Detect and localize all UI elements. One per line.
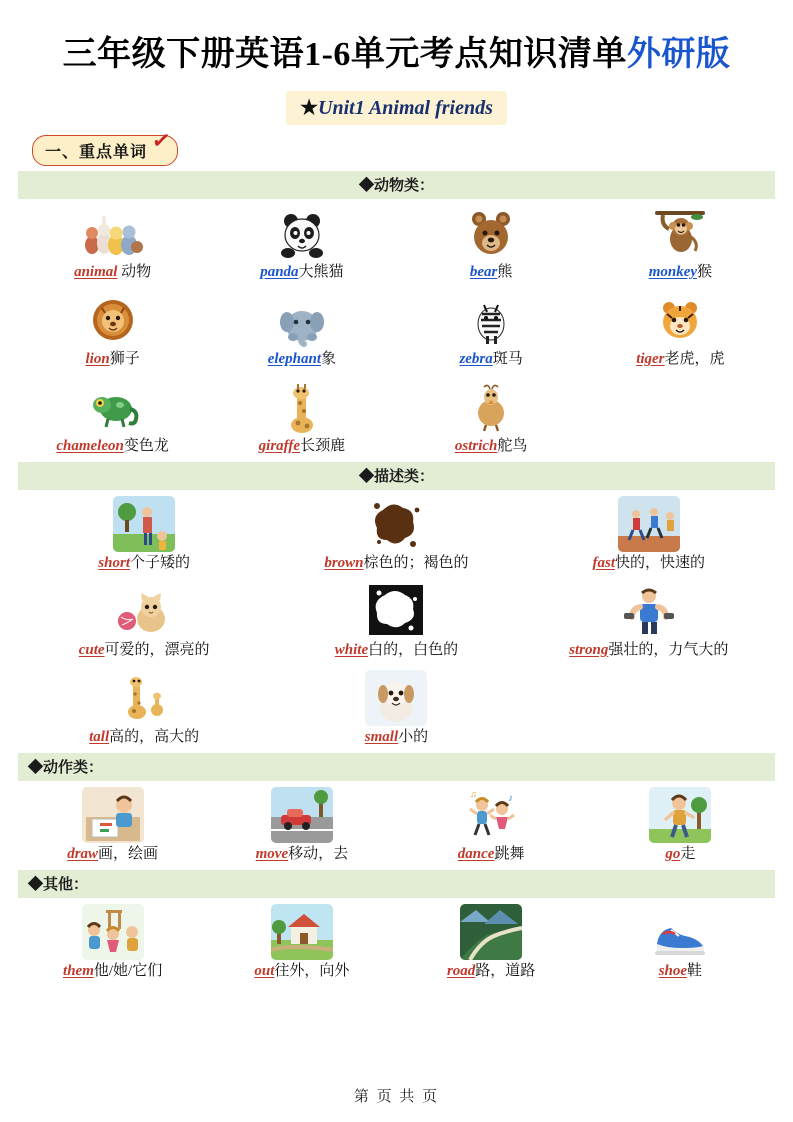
- word-text: [260, 263, 343, 282]
- word-cn: 小的: [398, 729, 429, 745]
- word-cn: 他/她/它们: [93, 963, 163, 979]
- word-cell: [586, 902, 775, 981]
- word-cell: [586, 203, 775, 282]
- children-group-icon: [82, 904, 144, 960]
- word-text: [86, 350, 140, 369]
- word-cell: [397, 290, 586, 369]
- giraffe-icon: [271, 379, 333, 435]
- animals-grid: [18, 203, 775, 456]
- elephant-icon: [271, 292, 333, 348]
- word-text: [455, 437, 528, 456]
- lion-icon: [82, 292, 144, 348]
- strong-man-icon: [618, 583, 680, 639]
- section-label-wrap: [32, 126, 775, 165]
- word-en: fast: [592, 555, 615, 571]
- word-en: giraffe: [258, 438, 301, 454]
- car-road-icon: [271, 787, 333, 843]
- word-cn: 长颈鹿: [300, 438, 346, 454]
- word-cell: [397, 902, 586, 981]
- word-en: them: [63, 963, 94, 979]
- page-title: [18, 0, 775, 75]
- word-cn: 可爱的，漂亮的: [104, 642, 210, 658]
- band-describe: [18, 462, 775, 490]
- mountain-road-icon: [460, 904, 522, 960]
- word-en: animal: [74, 264, 118, 280]
- band-actions: [18, 753, 775, 781]
- word-en: strong: [569, 642, 609, 658]
- word-cn: 动物: [117, 264, 152, 280]
- word-text: [254, 962, 349, 981]
- drawing-child-icon: [82, 787, 144, 843]
- word-en: cute: [78, 642, 105, 658]
- word-en: go: [665, 846, 681, 862]
- word-en: small: [364, 729, 399, 745]
- word-text: [665, 845, 695, 864]
- word-cn: 走: [680, 846, 696, 862]
- tiger-icon: [649, 292, 711, 348]
- word-en: lion: [85, 351, 110, 367]
- word-cn: 白的，白色的: [368, 642, 459, 658]
- word-en: tall: [89, 729, 110, 745]
- word-en: bear: [469, 264, 498, 280]
- word-en: white: [334, 642, 369, 658]
- describe-grid: [18, 494, 775, 747]
- svg-text:♪: ♪: [508, 793, 514, 804]
- word-cell-empty: [523, 668, 775, 747]
- word-en: out: [254, 963, 275, 979]
- others-grid: [18, 902, 775, 981]
- word-cn: 变色龙: [123, 438, 169, 454]
- word-text: [592, 554, 705, 573]
- word-cn: 狮子: [109, 351, 140, 367]
- word-text: [569, 641, 728, 660]
- word-text: [56, 437, 169, 456]
- word-cell: [270, 494, 522, 573]
- running-icon: [618, 496, 680, 552]
- word-cn: 强壮的，力气大的: [608, 642, 729, 658]
- word-text: [324, 554, 468, 573]
- dancing-kids-icon: [460, 787, 522, 843]
- word-cell: [207, 785, 396, 864]
- word-cell: [18, 902, 207, 981]
- word-cell: [18, 494, 270, 573]
- word-en: panda: [260, 264, 299, 280]
- word-text: [636, 350, 724, 369]
- word-cell: [523, 494, 775, 573]
- section-label: [32, 126, 178, 166]
- chameleon-icon: [82, 379, 144, 435]
- word-cell: [207, 290, 396, 369]
- word-text: [79, 641, 210, 660]
- word-cn: 移动，去: [288, 846, 349, 862]
- word-cn: 快的，快速的: [614, 555, 705, 571]
- word-en: elephant: [267, 351, 322, 367]
- word-cn: 跳舞: [494, 846, 525, 862]
- walking-child-icon: [649, 787, 711, 843]
- check-icon: ✓: [150, 126, 173, 155]
- word-text: [649, 263, 712, 282]
- word-cn: 斑马: [492, 351, 523, 367]
- word-cn: 高的，高大的: [109, 729, 200, 745]
- word-cell: [18, 377, 207, 456]
- word-cn: 路，道路: [475, 963, 536, 979]
- word-cell: [18, 668, 270, 747]
- band-actions-text: ◆动作类：: [28, 760, 104, 776]
- word-text: [98, 554, 190, 573]
- puppy-icon: [365, 670, 427, 726]
- word-cell: [397, 377, 586, 456]
- word-en: dance: [457, 846, 495, 862]
- house-outside-icon: [271, 904, 333, 960]
- section-label-text: 一、重点单词: [45, 144, 148, 161]
- word-en: ostrich: [454, 438, 498, 454]
- band-animals: [18, 171, 775, 199]
- word-en: shoe: [658, 963, 688, 979]
- word-en: tiger: [636, 351, 665, 367]
- sneaker-icon: [649, 904, 711, 960]
- brown-splash-icon: [365, 496, 427, 552]
- word-cell: [207, 377, 396, 456]
- page-title-suffix: 外研版: [626, 36, 731, 73]
- word-text: [89, 728, 199, 747]
- word-text: [67, 845, 158, 864]
- word-text: [458, 845, 525, 864]
- word-en: short: [98, 555, 130, 571]
- word-cn: 棕色的；褐色的: [363, 555, 469, 571]
- word-cell: [18, 290, 207, 369]
- ostrich-icon: [460, 379, 522, 435]
- word-cn: 象: [321, 351, 337, 367]
- band-others-text: ◆其他：: [28, 877, 89, 893]
- word-text: [256, 845, 349, 864]
- word-text: [74, 263, 151, 282]
- word-text: [335, 641, 458, 660]
- word-cell: [207, 902, 396, 981]
- band-describe-text: ◆描述类：: [358, 469, 434, 485]
- unit-subtitle: [286, 91, 507, 125]
- word-cn: 大熊猫: [298, 264, 344, 280]
- word-cell: [586, 290, 775, 369]
- band-others: [18, 870, 775, 898]
- word-cn: 鞋: [687, 963, 703, 979]
- word-cell: [270, 581, 522, 660]
- word-cn: 熊: [497, 264, 513, 280]
- word-en: move: [255, 846, 289, 862]
- word-cell: [586, 785, 775, 864]
- word-text: [268, 350, 336, 369]
- word-cn: 个子矮的: [129, 555, 190, 571]
- word-cell: [18, 581, 270, 660]
- monkey-icon: [649, 205, 711, 261]
- star-icon: ★: [300, 97, 319, 119]
- word-en: brown: [324, 555, 364, 571]
- word-cell: [18, 203, 207, 282]
- bear-icon: [460, 205, 522, 261]
- word-text: [63, 962, 162, 981]
- word-text: [447, 962, 535, 981]
- word-cell: [18, 785, 207, 864]
- kitten-icon: [113, 583, 175, 639]
- word-cn: 老虎，虎: [664, 351, 725, 367]
- word-cell: [270, 668, 522, 747]
- band-animals-text: ◆动物类：: [358, 178, 434, 194]
- word-cn: 猴: [697, 264, 713, 280]
- word-cell: [523, 581, 775, 660]
- svg-text:♫: ♫: [470, 789, 477, 799]
- word-cn: 画，绘画: [98, 846, 159, 862]
- word-cn: 舵鸟: [497, 438, 528, 454]
- animals-group-icon: [82, 205, 144, 261]
- word-cell: [397, 785, 586, 864]
- short-person-icon: [113, 496, 175, 552]
- actions-grid: [18, 785, 775, 864]
- zebra-icon: [460, 292, 522, 348]
- word-text: [659, 962, 702, 981]
- word-text: [259, 437, 345, 456]
- word-cn: 往外，向外: [274, 963, 350, 979]
- word-en: draw: [67, 846, 99, 862]
- word-en: zebra: [459, 351, 493, 367]
- panda-icon: [271, 205, 333, 261]
- page-title-main: 三年级下册英语1-6单元考点知识清单: [62, 36, 627, 73]
- word-cell: [397, 203, 586, 282]
- unit-subtitle-text: Unit1 Animal friends: [318, 97, 493, 119]
- word-en: chameleon: [56, 438, 124, 454]
- word-cell: [207, 203, 396, 282]
- white-splash-icon: [365, 583, 427, 639]
- word-cell-empty: [586, 377, 775, 456]
- word-en: monkey: [648, 264, 698, 280]
- word-text: [459, 350, 522, 369]
- tall-giraffe-icon: [113, 670, 175, 726]
- page-footer: 第 页 共 页: [353, 1089, 440, 1105]
- word-text: [470, 263, 513, 282]
- word-en: road: [446, 963, 476, 979]
- word-text: [365, 728, 428, 747]
